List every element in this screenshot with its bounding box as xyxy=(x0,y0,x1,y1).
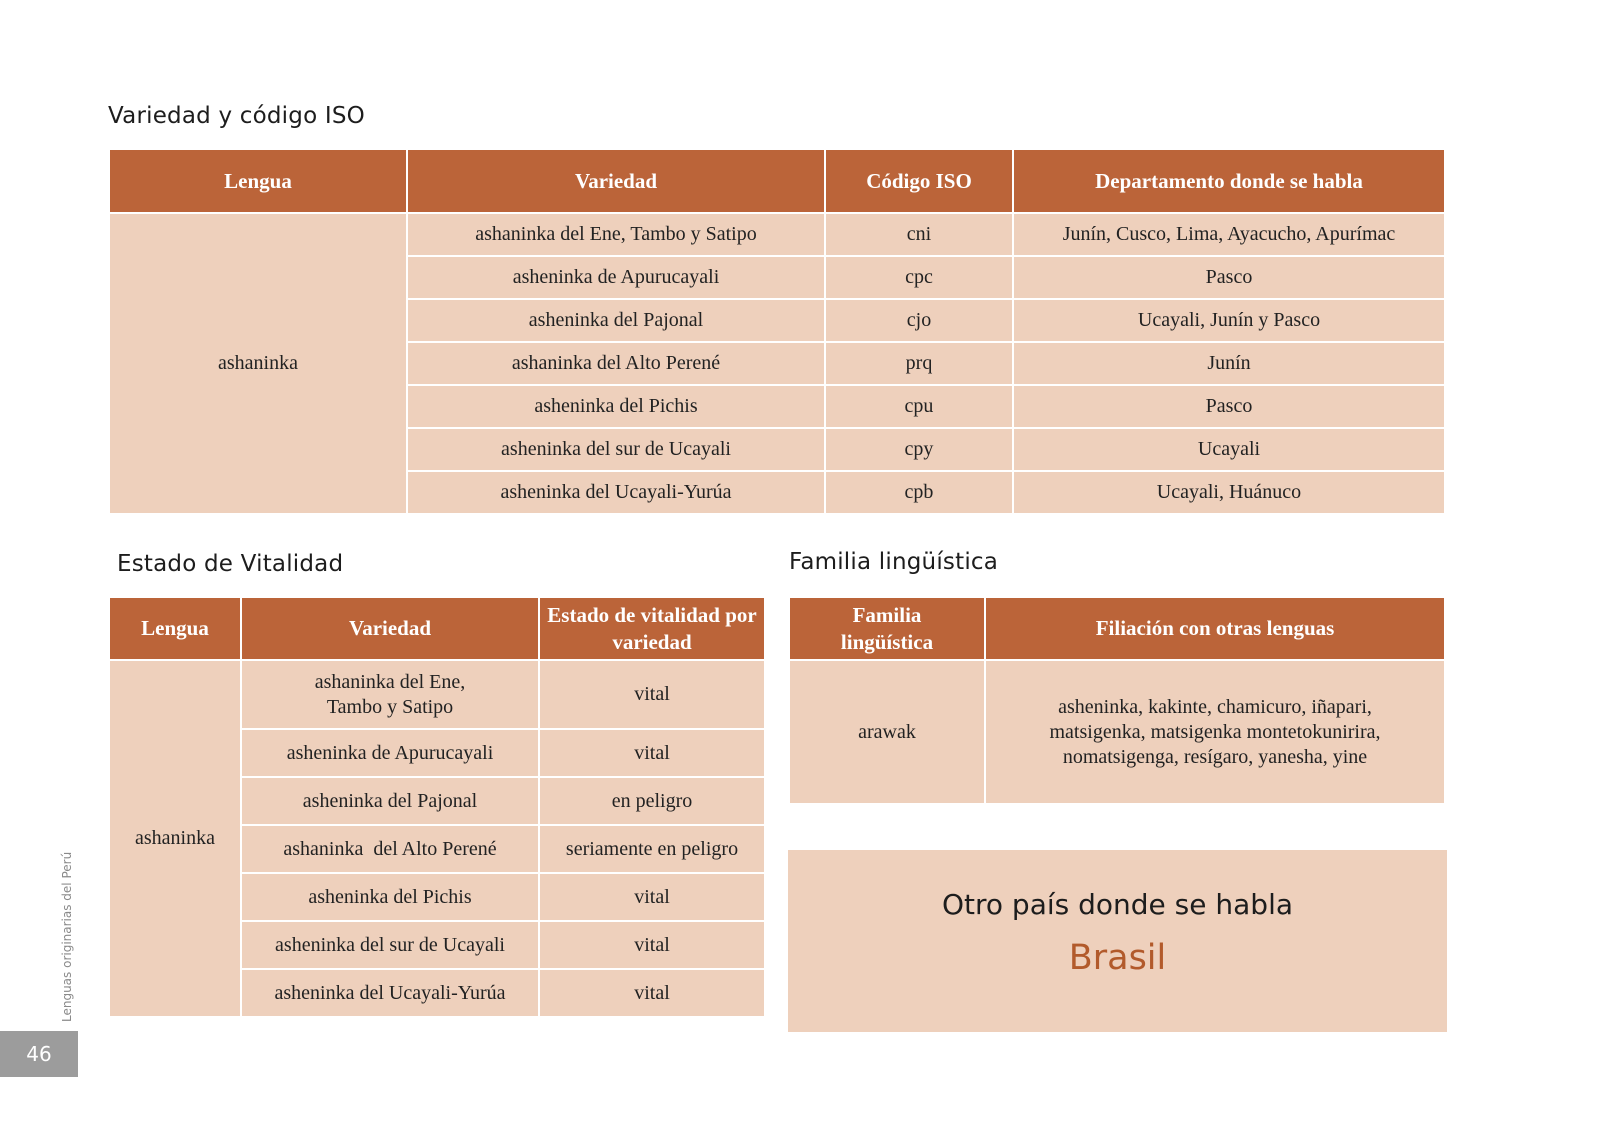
departamento-cell: Pasco xyxy=(1013,385,1445,428)
estado-cell: seriamente en peligro xyxy=(539,825,765,873)
vitality-table xyxy=(108,596,766,1018)
lengua-cell: ashaninka xyxy=(109,213,407,514)
variedad-cell: asheninka de Apurucayali xyxy=(241,729,539,777)
codigo-cell: cpc xyxy=(825,256,1013,299)
iso-section-title: Variedad y código ISO xyxy=(108,103,365,129)
header-familia: Familia lingüística xyxy=(789,597,985,660)
lengua-cell: ashaninka xyxy=(109,660,241,1017)
estado-cell: en peligro xyxy=(539,777,765,825)
variedad-cell: ashaninka del Alto Perené xyxy=(241,825,539,873)
variedad-cell: asheninka del Pajonal xyxy=(241,777,539,825)
table-header-row xyxy=(109,149,1445,213)
codigo-cell: cjo xyxy=(825,299,1013,342)
filiacion-cell: asheninka, kakinte, chamicuro, iñapari, matsigenka, matsigenka montetokunirira, nomatsigenga, resígaro, yanesha, yine xyxy=(985,660,1445,804)
header-lengua: Lengua xyxy=(109,149,407,213)
family-section-title: Familia lingüística xyxy=(789,549,999,575)
departamento-cell: Ucayali xyxy=(1013,428,1445,471)
other-country-value: Brasil xyxy=(1068,938,1167,978)
header-departamento: Departamento donde se habla xyxy=(1013,149,1445,213)
variedad-cell: asheninka de Apurucayali xyxy=(407,256,825,299)
estado-cell: vital xyxy=(539,969,765,1017)
vitality-section-title: Estado de Vitalidad xyxy=(117,551,344,577)
running-title: Lenguas originarias del Perú xyxy=(60,851,74,1022)
variedad-cell: ashaninka del Alto Perené xyxy=(407,342,825,385)
header-lengua: Lengua xyxy=(109,597,241,660)
table-header-row xyxy=(109,597,765,660)
codigo-cell: cpb xyxy=(825,471,1013,514)
variedad-cell: asheninka del Ucayali-Yurúa xyxy=(407,471,825,514)
variedad-cell: ashaninka del Ene, Tambo y Satipo xyxy=(241,660,539,729)
estado-cell: vital xyxy=(539,921,765,969)
table-row xyxy=(109,660,765,729)
page-number: 46 xyxy=(0,1031,78,1077)
codigo-cell: cpu xyxy=(825,385,1013,428)
table-header-row xyxy=(789,597,1445,660)
variedad-cell: asheninka del Pichis xyxy=(241,873,539,921)
family-table xyxy=(788,596,1446,805)
iso-code-table xyxy=(108,148,1446,515)
departamento-cell: Ucayali, Huánuco xyxy=(1013,471,1445,514)
variedad-cell: asheninka del Ucayali-Yurúa xyxy=(241,969,539,1017)
variedad-cell: asheninka del sur de Ucayali xyxy=(241,921,539,969)
other-country-label: Otro país donde se habla xyxy=(941,888,1294,921)
header-variedad: Variedad xyxy=(407,149,825,213)
estado-cell: vital xyxy=(539,729,765,777)
header-codigo-iso: Código ISO xyxy=(825,149,1013,213)
departamento-cell: Junín, Cusco, Lima, Ayacucho, Apurímac xyxy=(1013,213,1445,256)
estado-cell: vital xyxy=(539,873,765,921)
other-country-box xyxy=(788,850,1447,1032)
departamento-cell: Junín xyxy=(1013,342,1445,385)
estado-cell: vital xyxy=(539,660,765,729)
codigo-cell: prq xyxy=(825,342,1013,385)
variedad-cell: asheninka del Pichis xyxy=(407,385,825,428)
header-variedad: Variedad xyxy=(241,597,539,660)
variedad-cell: asheninka del sur de Ucayali xyxy=(407,428,825,471)
departamento-cell: Ucayali, Junín y Pasco xyxy=(1013,299,1445,342)
header-estado-vitalidad: Estado de vitalidad por variedad xyxy=(539,597,765,660)
table-row xyxy=(789,660,1445,804)
table-row xyxy=(109,213,1445,256)
codigo-cell: cpy xyxy=(825,428,1013,471)
codigo-cell: cni xyxy=(825,213,1013,256)
familia-cell: arawak xyxy=(789,660,985,804)
departamento-cell: Pasco xyxy=(1013,256,1445,299)
variedad-cell: asheninka del Pajonal xyxy=(407,299,825,342)
header-filiacion: Filiación con otras lenguas xyxy=(985,597,1445,660)
variedad-cell: ashaninka del Ene, Tambo y Satipo xyxy=(407,213,825,256)
